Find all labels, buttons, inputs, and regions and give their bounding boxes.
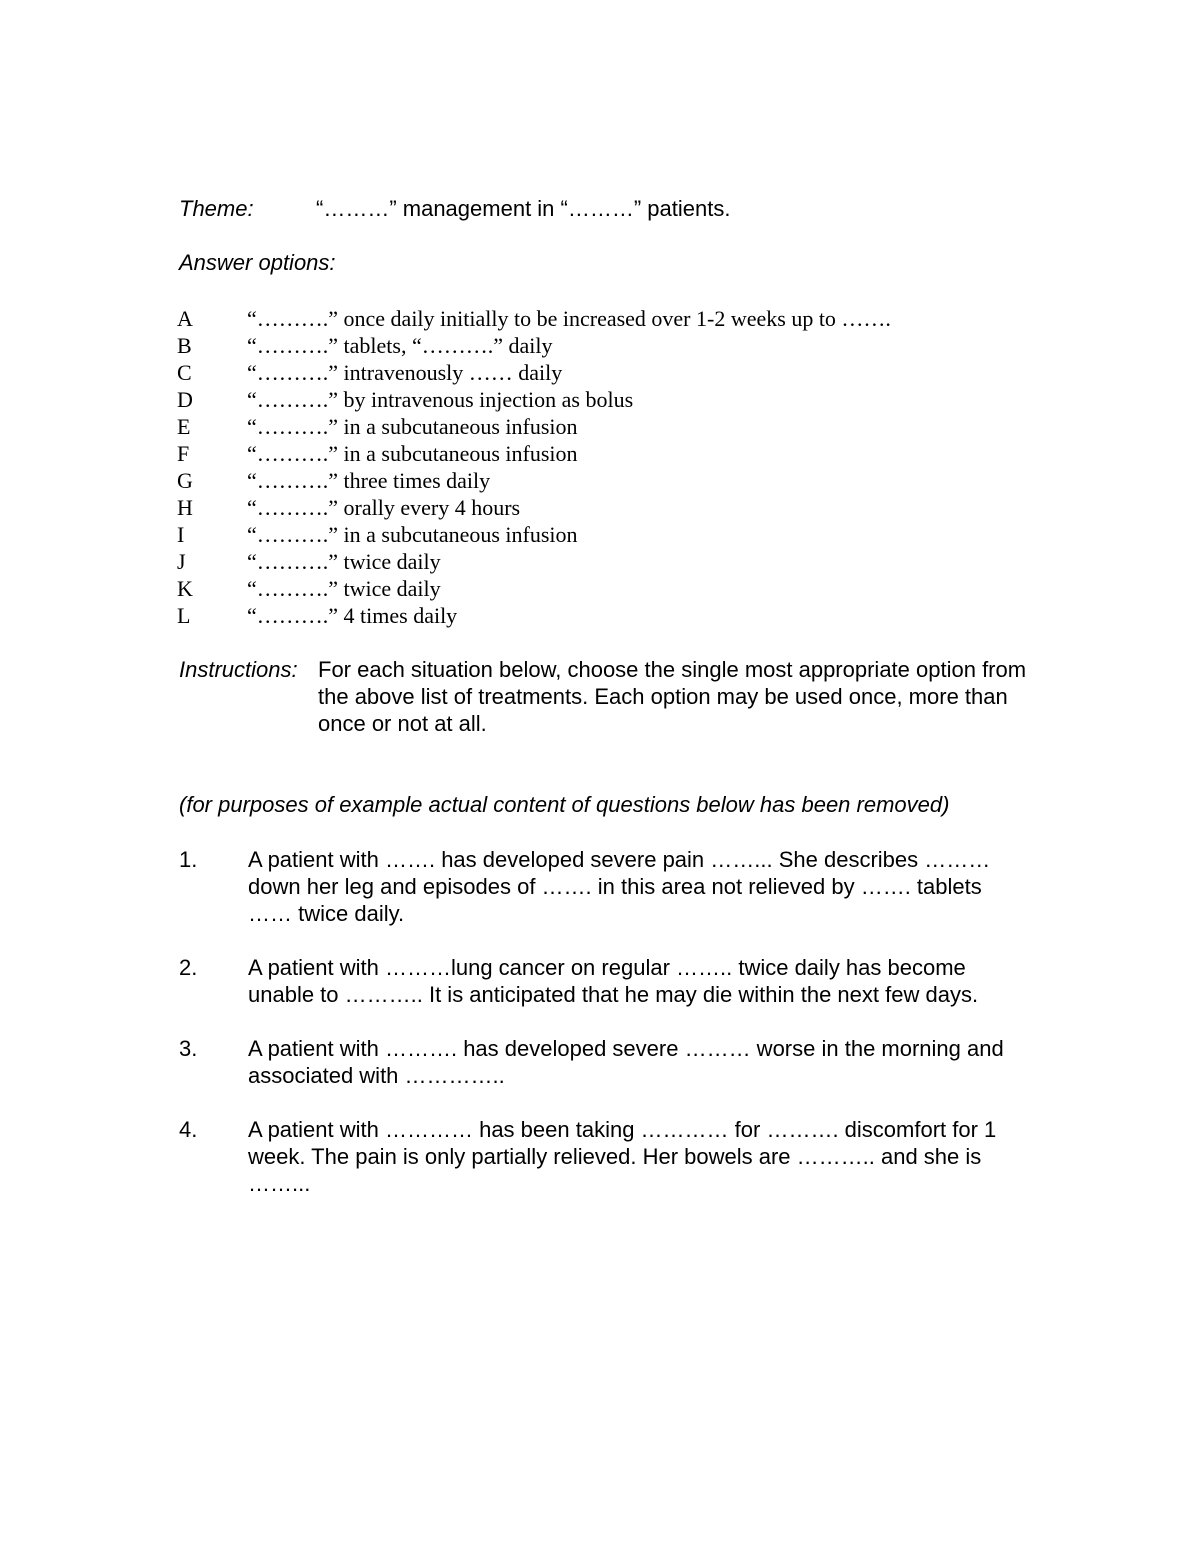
option-text: “……….” intravenously …… daily (247, 360, 563, 385)
question-text: A patient with ……. has developed severe pain ……... She describes ……… down her leg and episodes of ……. in this area not relieved by ……. tablets …… twice daily. (248, 847, 991, 926)
question-number: 3. (179, 1036, 198, 1061)
option-row (177, 413, 1077, 440)
option-letter: A (177, 306, 193, 331)
option-letter: E (177, 414, 191, 439)
option-text: “……….” twice daily (247, 549, 441, 574)
option-row (177, 359, 1077, 386)
option-row (177, 305, 1077, 332)
question-number: 2. (179, 955, 198, 980)
theme-text: “………” management in “………” patients. (316, 196, 731, 221)
question-text: A patient with ………. has developed severe ……… worse in the morning and associated with ………….. (248, 1036, 1004, 1088)
option-row (177, 548, 1077, 575)
question-number: 4. (179, 1117, 198, 1142)
option-letter: F (177, 441, 190, 466)
option-text: “……….” tablets, “……….” daily (247, 333, 553, 358)
option-text: “……….” three times daily (247, 468, 491, 493)
option-text: “……….” by intravenous injection as bolus (247, 387, 634, 412)
option-text: “……….” orally every 4 hours (247, 495, 521, 520)
answer-options-list (177, 305, 1077, 629)
question-item (179, 954, 1039, 1008)
answer-options-heading: Answer options: (179, 250, 336, 275)
option-row (177, 386, 1077, 413)
option-row (177, 440, 1077, 467)
example-note: (for purposes of example actual content of questions below has been removed) (179, 792, 950, 817)
question-number: 1. (179, 847, 198, 872)
option-letter: L (177, 603, 191, 628)
option-letter: K (177, 576, 193, 601)
question-text: A patient with ………… has been taking ………… for ………. discomfort for 1 week. The pain is only partially relieved. Her bowels are ……….. and she is ……... (248, 1117, 997, 1196)
option-text: “……….” in a subcutaneous infusion (247, 441, 578, 466)
theme-label: Theme: (179, 196, 254, 221)
option-letter: G (177, 468, 193, 493)
option-letter: C (177, 360, 192, 385)
option-row (177, 494, 1077, 521)
option-text: “……….” 4 times daily (247, 603, 458, 628)
option-text: “……….” once daily initially to be increased over 1-2 weeks up to ……. (247, 306, 891, 331)
question-item (179, 846, 1039, 927)
instructions-text: For each situation below, choose the single most appropriate option from the above list of treatments. Each option may be used once, more than once or not at all. (318, 657, 1027, 736)
option-row (177, 575, 1077, 602)
option-letter: B (177, 333, 192, 358)
question-text: A patient with ………lung cancer on regular …….. twice daily has become unable to ……….. It is anticipated that he may die within the next few days. (248, 955, 979, 1007)
questions-list (179, 846, 1039, 1224)
option-text: “……….” in a subcutaneous infusion (247, 522, 578, 547)
option-letter: J (177, 549, 186, 574)
option-letter: H (177, 495, 193, 520)
option-letter: I (177, 522, 185, 547)
option-row (177, 332, 1077, 359)
option-row (177, 521, 1077, 548)
question-item (179, 1035, 1039, 1089)
option-row (177, 467, 1077, 494)
question-item (179, 1116, 1039, 1197)
option-letter: D (177, 387, 193, 412)
instructions-label: Instructions: (179, 657, 298, 682)
option-text: “……….” in a subcutaneous infusion (247, 414, 578, 439)
option-row (177, 602, 1077, 629)
option-text: “……….” twice daily (247, 576, 441, 601)
